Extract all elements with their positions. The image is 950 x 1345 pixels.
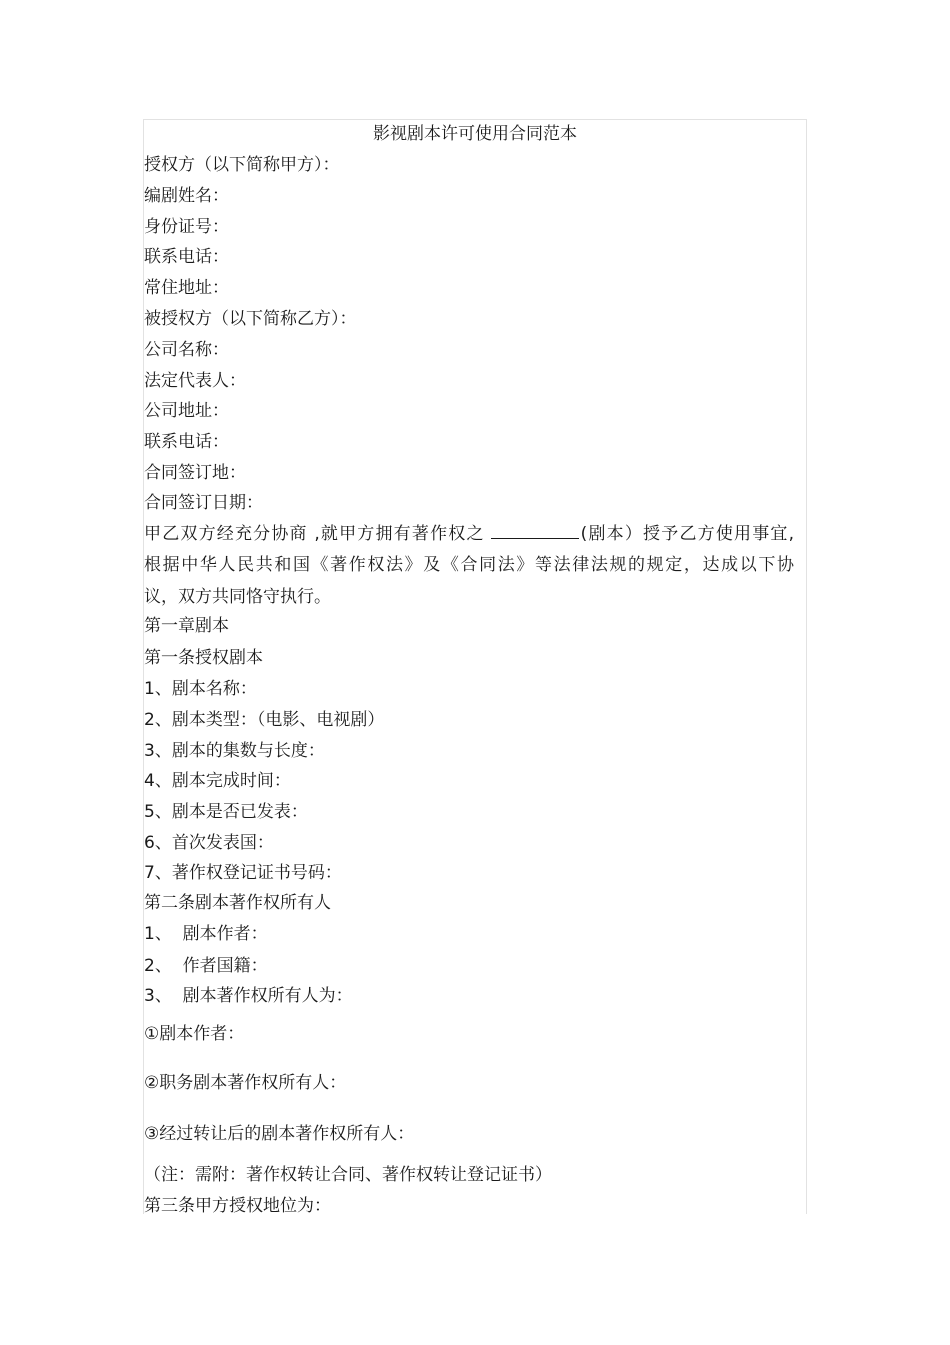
legal-representative-field: 法定代表人： [144,371,246,391]
article-2-sub-item: ③经过转让后的剧本著作权所有人： [144,1124,415,1144]
screenwriter-name-field: 编剧姓名： [144,186,229,206]
residence-address-field: 常住地址： [144,278,229,298]
licensee-heading: 被授权方（以下简称乙方）： [144,309,357,329]
intro-line-1 [144,522,794,546]
article-2-item: 3、 剧本著作权所有人为： [144,986,353,1006]
script-title-blank [491,522,579,539]
article-2-item: 2、 作者国籍： [144,956,268,976]
article-1-item: 7、著作权登记证书号码： [144,863,342,883]
article-1-heading: 第一条授权剧本 [144,648,263,668]
article-1-item: 2、剧本类型：（电影、电视剧） [144,710,385,730]
article-2-item: 1、 剧本作者： [144,924,268,944]
intro-line-1-before: 甲乙双方经充分协商 ,就甲方拥有著作权之 [144,524,485,544]
article-2-sub-item: ②职务剧本著作权所有人： [144,1073,347,1093]
article-2-note: （注：需附：著作权转让合同、著作权转让登记证书） [144,1165,552,1185]
licensor-heading: 授权方（以下简称甲方）： [144,155,340,175]
company-name-field: 公司名称： [144,340,229,360]
chapter-1-heading: 第一章剧本 [144,616,229,636]
licensee-phone-field: 联系电话： [144,432,229,452]
article-1-item: 3、剧本的集数与长度： [144,741,325,761]
article-1-item: 6、首次发表国： [144,833,274,853]
document-title: 影视剧本许可使用合同范本 [373,124,577,144]
id-number-field: 身份证号： [144,217,229,237]
article-1-item: 4、剧本完成时间： [144,771,291,791]
company-address-field: 公司地址： [144,401,229,421]
article-1-item: 5、剧本是否已发表： [144,802,308,822]
licensor-phone-field: 联系电话： [144,247,229,267]
article-1-item: 1、剧本名称： [144,679,257,699]
intro-line-1-after: (剧本）授予乙方使用事宜, [580,524,794,544]
article-2-sub-item: ①剧本作者： [144,1024,245,1044]
intro-line-3: 议，双方共同恪守执行。 [144,587,331,607]
signing-date-field: 合同签订日期： [144,493,263,513]
article-3-heading: 第三条甲方授权地位为： [144,1196,331,1216]
article-2-heading: 第二条剧本著作权所有人 [144,893,331,913]
intro-line-2: 根据中华人民共和国《著作权法》及《合同法》等法律法规的规定，达成以下协 [144,555,794,575]
signing-place-field: 合同签订地： [144,463,246,483]
